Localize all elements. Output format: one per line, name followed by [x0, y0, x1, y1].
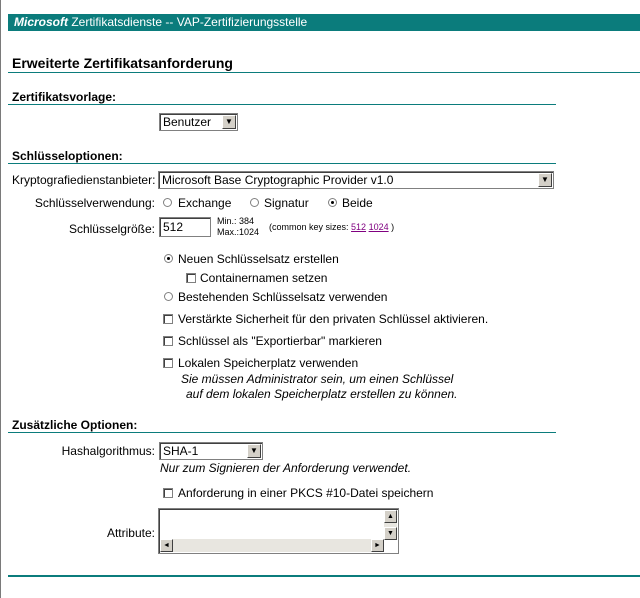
- page-title: Erweiterte Zertifikatsanforderung: [12, 55, 233, 71]
- title-separator: [8, 72, 640, 73]
- common-sizes-prefix: (common key sizes:: [269, 222, 349, 232]
- common-sizes-suffix: ): [391, 222, 395, 232]
- csp-select-value: Microsoft Base Cryptographic Provider v1.0: [162, 173, 394, 187]
- usage-radio-signatur[interactable]: [250, 198, 259, 207]
- admin-note-line2: auf dem lokalen Speicherplatz erstellen zu können.: [186, 387, 458, 401]
- dropdown-arrow-icon[interactable]: ▼: [222, 115, 236, 129]
- template-select[interactable]: [159, 113, 238, 131]
- container-name-checkbox[interactable]: [186, 273, 196, 283]
- local-storage-checkbox[interactable]: [163, 358, 173, 368]
- header-title: Zertifikatsdienste -- VAP-Zertifizierungsstelle: [71, 15, 308, 29]
- exportable-checkbox[interactable]: [163, 336, 173, 346]
- hash-label: Hashalgorithmus:: [61, 444, 155, 458]
- usage-option-beide: Beide: [342, 196, 373, 210]
- common-key-sizes: [269, 222, 394, 232]
- key-separator: [8, 163, 556, 164]
- new-keyset-label: Neuen Schlüsselsatz erstellen: [178, 252, 339, 266]
- usage-radio-beide[interactable]: [328, 198, 337, 207]
- usage-label: Schlüsselverwendung:: [34, 196, 155, 210]
- key-size-input[interactable]: 512: [159, 217, 211, 237]
- existing-keyset-radio[interactable]: [164, 292, 173, 301]
- csp-label: Kryptografiedienstanbieter:: [12, 173, 156, 187]
- usage-option-signatur: Signatur: [264, 196, 309, 210]
- key-size-1024-link[interactable]: 1024: [368, 222, 389, 232]
- size-label: Schlüsselgröße:: [68, 222, 155, 236]
- key-section-heading: Schlüsseloptionen:: [12, 149, 123, 163]
- exportable-label: Schlüssel als "Exportierbar" markieren: [178, 334, 382, 348]
- key-size-min: Min.: 384: [217, 216, 255, 226]
- window-left-border: [0, 0, 1, 598]
- attribute-label: Attribute:: [106, 526, 155, 540]
- existing-keyset-label: Bestehenden Schlüsselsatz verwenden: [178, 290, 388, 304]
- pkcs-save-label: Anforderung in einer PKCS #10-Datei speichern: [178, 486, 434, 500]
- dropdown-arrow-icon[interactable]: ▼: [538, 173, 552, 187]
- header-bar: [8, 14, 640, 31]
- scroll-up-icon[interactable]: ▲: [384, 510, 397, 523]
- scroll-down-icon[interactable]: ▼: [384, 527, 397, 540]
- pkcs-save-checkbox[interactable]: [163, 488, 173, 498]
- dropdown-arrow-icon[interactable]: ▼: [247, 444, 261, 458]
- scroll-left-icon[interactable]: ◄: [160, 539, 173, 552]
- csp-select[interactable]: [158, 171, 554, 189]
- hash-select[interactable]: [159, 442, 263, 460]
- admin-note-line1: Sie müssen Administrator sein, um einen Schlüssel: [181, 372, 454, 386]
- footer-separator: [8, 575, 640, 577]
- template-select-value: Benutzer: [163, 115, 212, 129]
- hash-select-value: SHA-1: [163, 444, 199, 458]
- strong-protection-checkbox[interactable]: [163, 314, 173, 324]
- local-storage-label: Lokalen Speicherplatz verwenden: [178, 356, 359, 370]
- template-separator: [8, 104, 556, 105]
- container-name-label: Containernamen setzen: [200, 271, 328, 285]
- key-size-512-link[interactable]: 512: [351, 222, 367, 232]
- strong-protection-label: Verstärkte Sicherheit für den privaten Schlüssel aktivieren.: [178, 312, 489, 326]
- usage-option-exchange: Exchange: [178, 196, 232, 210]
- attribute-textarea[interactable]: [158, 508, 399, 554]
- key-size-max: Max.:1024: [217, 227, 260, 237]
- template-section-heading: Zertifikatsvorlage:: [12, 90, 117, 104]
- horizontal-scrollbar[interactable]: [160, 539, 384, 552]
- extra-separator: [8, 432, 556, 433]
- scroll-right-icon[interactable]: ►: [371, 539, 384, 552]
- usage-radio-exchange[interactable]: [163, 198, 172, 207]
- brand-name: Microsoft: [14, 15, 68, 29]
- extra-section-heading: Zusätzliche Optionen:: [12, 418, 138, 432]
- hash-note: Nur zum Signieren der Anforderung verwendet.: [160, 461, 412, 475]
- new-keyset-radio[interactable]: [164, 254, 173, 263]
